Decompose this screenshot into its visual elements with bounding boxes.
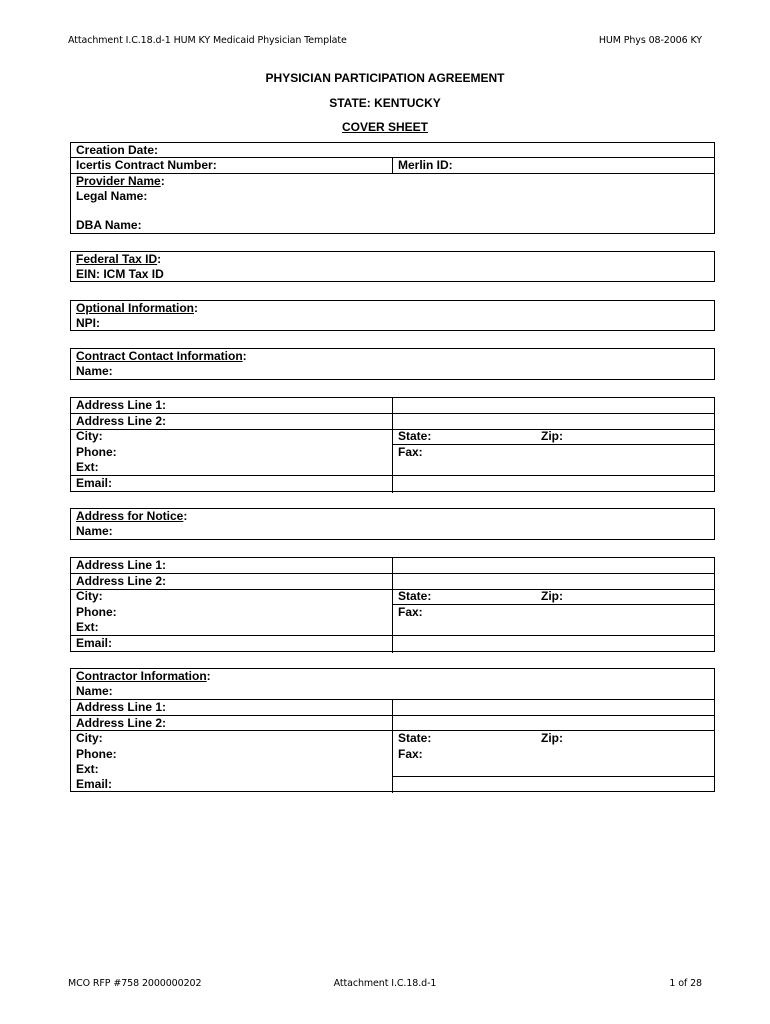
fax-label: Fax: (398, 445, 423, 459)
address-line1-label: Address Line 1: (76, 558, 167, 572)
zip-label: Zip: (541, 429, 563, 443)
phone-label: Phone: (76, 747, 117, 761)
dba-name-field[interactable]: DBA Name: (76, 218, 142, 232)
phone-label: Phone: (76, 445, 117, 459)
ext-label: Ext: (76, 762, 99, 776)
provider-section (70, 142, 715, 234)
contract-contact-section (70, 348, 715, 380)
provider-name-label: Provider Name: (76, 174, 165, 188)
icertis-contract-number-label: Icertis Contract Number: (76, 158, 217, 172)
ein-field[interactable]: EIN: ICM Tax ID (76, 267, 164, 281)
address-line2-label: Address Line 2: (76, 574, 167, 588)
merlin-id-label: Merlin ID: (398, 158, 453, 172)
state-title: STATE: KENTUCKY (329, 96, 441, 110)
contractor-name-field[interactable]: Name: (76, 684, 113, 698)
agreement-title: PHYSICIAN PARTICIPATION AGREEMENT (265, 71, 505, 85)
city-label: City: (76, 731, 103, 745)
contractor-info-label: Contractor Information: (76, 669, 211, 683)
address-line1-label: Address Line 1: (76, 398, 167, 412)
state-label: State: (398, 429, 432, 443)
fax-label: Fax: (398, 747, 423, 761)
city-label: City: (76, 429, 103, 443)
tax-section (70, 251, 715, 282)
creation-date-label: Creation Date: (76, 143, 159, 157)
contract-contact-label: Contract Contact Information: (76, 349, 247, 363)
notice-name-field[interactable]: Name: (76, 524, 113, 538)
npi-field[interactable]: NPI: (76, 316, 100, 330)
notice-address-table (70, 557, 715, 652)
fax-label: Fax: (398, 605, 423, 619)
zip-label: Zip: (541, 731, 563, 745)
contact-name-field[interactable]: Name: (76, 364, 113, 378)
phone-label: Phone: (76, 605, 117, 619)
email-label: Email: (76, 636, 113, 650)
zip-label: Zip: (541, 589, 563, 603)
federal-tax-id-label: Federal Tax ID: (76, 252, 162, 266)
header-right: HUM Phys 08-2006 KY (598, 35, 702, 46)
optional-info-label: Optional Information: (76, 301, 198, 315)
ext-label: Ext: (76, 620, 99, 634)
city-label: City: (76, 589, 103, 603)
footer-center: Attachment I.C.18.d-1 (333, 978, 437, 989)
address-line2-label: Address Line 2: (76, 716, 167, 730)
page-number: 1 of 28 (669, 978, 702, 989)
address-line1-label: Address Line 1: (76, 700, 167, 714)
ext-label: Ext: (76, 460, 99, 474)
footer-left: MCO RFP #758 2000000202 (68, 978, 202, 989)
email-label: Email: (76, 476, 113, 490)
contact-address-table (70, 397, 715, 492)
state-label: State: (398, 589, 432, 603)
address-line2-label: Address Line 2: (76, 414, 167, 428)
notice-section (70, 508, 715, 540)
cover-sheet-title: COVER SHEET (341, 120, 428, 134)
email-label: Email: (76, 777, 113, 791)
optional-section (70, 300, 715, 331)
notice-label: Address for Notice: (76, 509, 188, 523)
header-left: Attachment I.C.18.d-1 HUM KY Medicaid Physician Template (68, 35, 347, 46)
contractor-table (70, 668, 715, 792)
state-label: State: (398, 731, 432, 745)
legal-name-field[interactable]: Legal Name: (76, 189, 148, 203)
